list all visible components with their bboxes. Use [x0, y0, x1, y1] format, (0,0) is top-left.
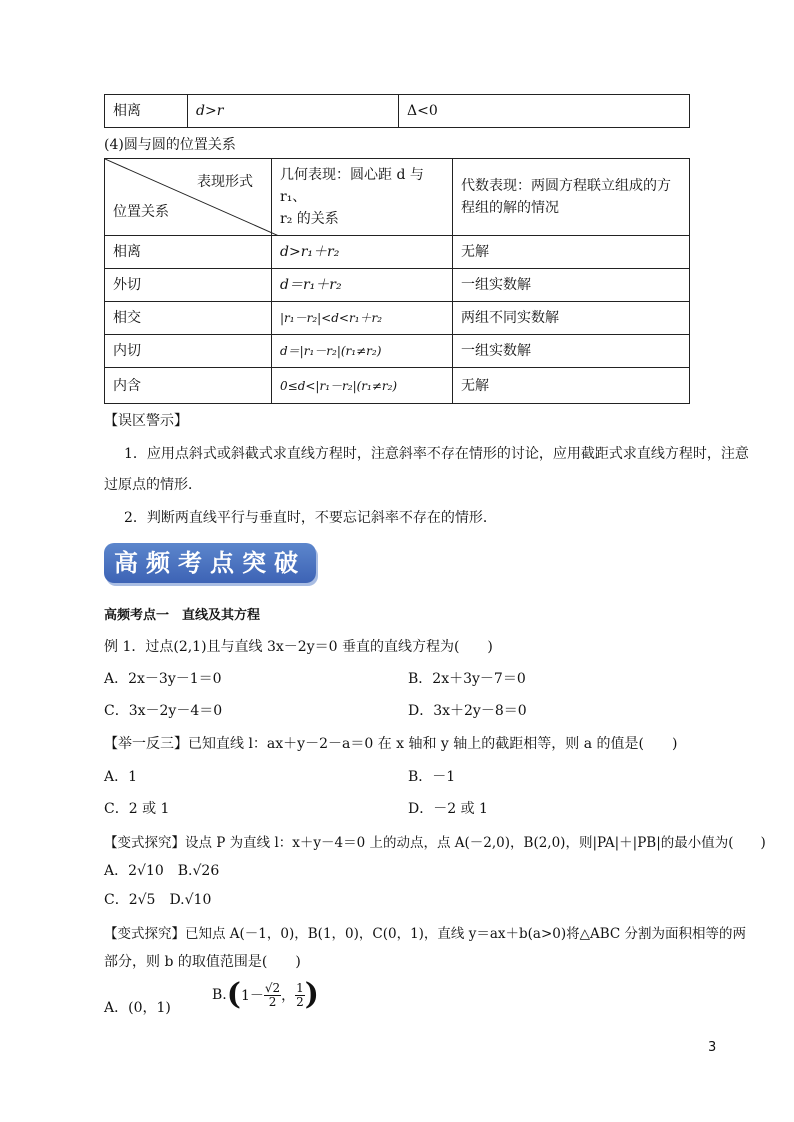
example-3-question: 【变式探究】设点 P 为直线 l：x＋y－4＝0 上的动点，点 A(－2,0)，B(2,0)，则|PA|＋|PB|的最小值为( ): [104, 835, 766, 851]
table-row: [105, 368, 690, 404]
warning-2: 2．判断两直线平行与垂直时，不要忘记斜率不存在的情形．: [124, 510, 497, 526]
close-bracket: ): [304, 977, 319, 1012]
table-cell: 一组实数解: [453, 335, 690, 368]
example-1-option-a: A．2x－3y－1＝0: [104, 671, 222, 687]
header-line: 几何表现：圆心距 d 与 r₁、: [280, 167, 424, 205]
warning-1-line-2: 过原点的情形．: [104, 477, 202, 493]
example-1-option-c: C．3x－2y－4＝0: [104, 703, 223, 719]
table-cell: 相交: [105, 302, 272, 335]
warning-1-line-1: 1．应用点斜式或斜截式求直线方程时，注意斜率不存在情形的讨论，应用截距式求直线方程时，注意: [124, 446, 749, 462]
table-cell: 内含: [105, 368, 272, 404]
one-minus: 1－: [240, 988, 264, 1004]
example-3-options-cd: C．2√5 D.√10: [104, 892, 212, 908]
example-4-question-line-2: 部分，则 b 的取值范围是( ): [104, 954, 301, 970]
section-banner: 高频考点突破: [104, 543, 316, 583]
example-4-option-a: A．(0，1): [104, 1000, 171, 1016]
header-line: 程组的解的情况: [461, 200, 559, 216]
topic-heading: 高频考点一 直线及其方程: [104, 608, 261, 623]
fraction-denominator: 2: [296, 994, 304, 1009]
table-cell: 无解: [453, 368, 690, 404]
example-4-option-b: [212, 977, 319, 1012]
diag-bottom-label: 位置关系: [113, 204, 169, 220]
table-2: [104, 158, 690, 404]
header-line: r₂ 的关系: [280, 211, 339, 227]
example-2-option-b: B．－1: [408, 769, 456, 785]
diagonal-header-cell: [105, 159, 272, 236]
header-line: 代数表现：两圆方程联立组成的方: [461, 178, 671, 194]
table-cell: d>r₁＋r₂: [272, 236, 453, 269]
table-cell: d＝|r₁－r₂|(r₁≠r₂): [272, 335, 453, 368]
table-row: [105, 236, 690, 269]
fraction: [295, 982, 305, 1009]
table-cell: 相离: [105, 95, 188, 128]
table-cell: 外切: [105, 269, 272, 302]
table-cell: 0≤d<|r₁－r₂|(r₁≠r₂): [272, 368, 453, 404]
table-cell: 无解: [453, 236, 690, 269]
table-cell: 内切: [105, 335, 272, 368]
example-3-options-ab: A．2√10 B.√26: [104, 863, 220, 879]
separator: ，: [281, 988, 296, 1004]
fraction-denominator: 2: [268, 994, 277, 1009]
table-cell: 一组实数解: [453, 269, 690, 302]
example-2-option-a: A．1: [104, 769, 138, 785]
fraction: [264, 982, 281, 1009]
fraction-numerator: √2: [264, 980, 281, 995]
example-1-option-d: D．3x＋2y－8＝0: [408, 703, 527, 719]
table-1: [104, 94, 690, 128]
example-2-option-c: C．2 或 1: [104, 801, 170, 817]
table-row: [105, 95, 690, 128]
example-2-option-d: D．－2 或 1: [408, 801, 488, 817]
example-4-question-line-1: 【变式探究】已知点 A(－1，0)，B(1，0)，C(0，1)，直线 y＝ax＋b(a>0)将△ABC 分割为面积相等的两: [104, 926, 747, 942]
example-1-question: 例 1．过点(2,1)且与直线 3x－2y＝0 垂直的直线方程为( ): [104, 639, 493, 655]
table-cell: Δ<0: [399, 95, 690, 128]
table-cell: d＝r₁＋r₂: [272, 269, 453, 302]
page-number: 3: [708, 1040, 717, 1055]
table-header-cell: [272, 159, 453, 236]
table-row: [105, 269, 690, 302]
warning-title: 【误区警示】: [104, 413, 188, 429]
table-row: [105, 335, 690, 368]
table-cell: d>r: [188, 95, 399, 128]
table-header-cell: [453, 159, 690, 236]
table-header-row: [105, 159, 690, 236]
open-bracket: (: [226, 977, 241, 1012]
diag-top-label: 表现形式: [197, 174, 253, 190]
table-row: [105, 302, 690, 335]
table-cell: 两组不同实数解: [453, 302, 690, 335]
fraction-numerator: 1: [296, 980, 304, 995]
section-title: (4)圆与圆的位置关系: [104, 137, 236, 153]
example-1-option-b: B．2x＋3y－7＝0: [408, 671, 526, 687]
example-2-question: 【举一反三】已知直线 l：ax＋y－2－a＝0 在 x 轴和 y 轴上的截距相等，则 a 的值是( ): [104, 736, 678, 752]
option-b-prefix: B.: [212, 987, 227, 1003]
table-cell: |r₁－r₂|<d<r₁＋r₂: [272, 302, 453, 335]
table-cell: 相离: [105, 236, 272, 269]
